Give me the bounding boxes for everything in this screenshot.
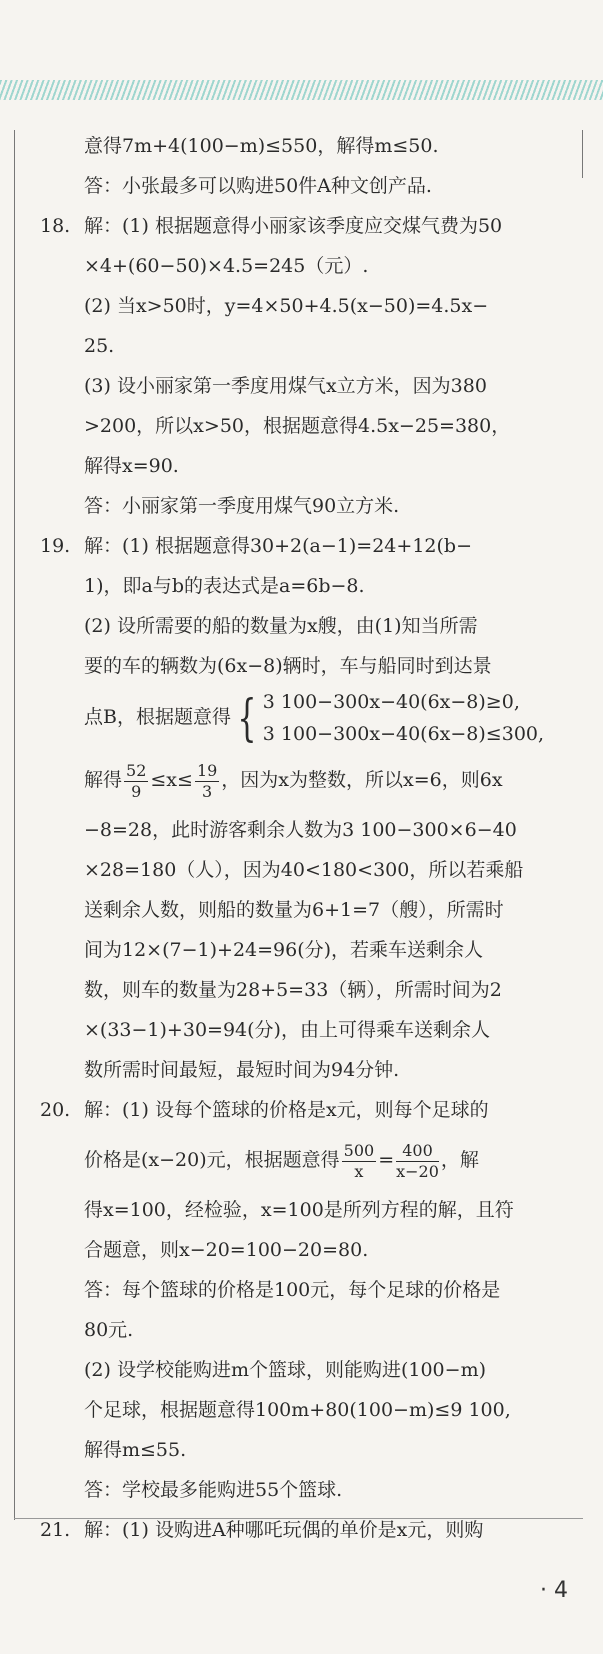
question-number: 19.	[40, 535, 71, 557]
text-line: ×(33−1)+30=94(分)，由上可得乘车送剩余人	[84, 1019, 490, 1041]
denominator: x	[354, 1161, 364, 1181]
text-line: 数所需时间最短，最短时间为94分钟.	[84, 1059, 400, 1081]
equation-system	[263, 686, 544, 750]
text-line: ×28=180（人），因为40<180<300，所以若乘船	[84, 859, 524, 881]
fraction-line	[40, 1130, 570, 1190]
text-line: 送剩余人数，则船的数量为6+1=7（艘），所需时	[84, 899, 504, 921]
text-line: 25.	[84, 335, 115, 357]
numerator: 52	[126, 760, 147, 780]
fraction-line	[40, 750, 570, 810]
brace-symbol: {	[237, 689, 257, 747]
question-19-line	[40, 526, 570, 566]
text-line: 解：(1) 根据题意得小丽家该季度应交煤气费为50	[84, 215, 503, 237]
text-line: 答：小丽家第一季度用煤气90立方米.	[84, 495, 400, 517]
text-line: 1)，即a与b的表达式是a=6b−8.	[84, 575, 365, 597]
header-stripe-band	[0, 80, 603, 100]
question-20-line	[40, 1090, 570, 1130]
text-line: (2) 设所需要的船的数量为x艘，由(1)知当所需	[84, 615, 478, 637]
answer-content	[40, 126, 570, 1550]
text-line: 解得m≤55.	[84, 1439, 187, 1461]
question-number: 21.	[40, 1519, 71, 1541]
equation-system-line	[40, 686, 570, 750]
text-line: 答：学校最多能购进55个篮球.	[84, 1479, 343, 1501]
fraction	[342, 1141, 377, 1182]
text-line: 80元.	[84, 1319, 134, 1341]
text-fragment: ，解	[440, 1149, 479, 1171]
inequality-row: 3 100−300x−40(6x−8)≥0,	[262, 691, 520, 713]
text-fragment: ，因为x为整数，所以x=6，则6x	[221, 769, 503, 791]
denominator: 3	[202, 781, 213, 801]
text-line: 解：(1) 根据题意得30+2(a−1)=24+12(b−	[84, 535, 472, 557]
fraction	[195, 761, 219, 802]
text-line: (2) 设学校能购进m个篮球，则能购进(100−m)	[84, 1359, 486, 1381]
numerator: 400	[396, 1141, 439, 1162]
text-line: 得x=100，经检验，x=100是所列方程的解，且符	[84, 1199, 514, 1221]
fraction	[124, 761, 148, 802]
question-number: 20.	[40, 1099, 71, 1121]
numerator: 19	[196, 760, 218, 780]
text-line: 解：(1) 设每个篮球的价格是x元，则每个足球的	[84, 1099, 489, 1121]
denominator: 9	[131, 781, 142, 801]
equals-sign: =	[378, 1149, 395, 1171]
text-line: −8=28，此时游客剩余人数为3 100−300×6−40	[84, 819, 517, 841]
text-line: 解：(1) 设购进A种哪吒玩偶的单价是x元，则购	[84, 1519, 484, 1541]
text-fragment: 价格是(x−20)元，根据题意得	[84, 1149, 340, 1171]
text-fragment: 点B，根据题意得	[84, 706, 231, 728]
inequality-row: 3 100−300x−40(6x−8)≤300,	[262, 723, 545, 745]
question-18-line	[40, 206, 570, 246]
text-line: 数，则车的数量为28+5=33（辆），所需时间为2	[84, 979, 502, 1001]
left-margin-rule	[14, 130, 15, 1520]
denominator: x−20	[396, 1161, 439, 1181]
right-margin-rule	[582, 130, 583, 178]
fraction	[396, 1141, 439, 1182]
question-number: 18.	[40, 215, 71, 237]
text-line: 解得x=90.	[84, 455, 179, 477]
text-line: ×4+(60−50)×4.5=245（元）.	[84, 255, 369, 277]
text-line: (2) 当x>50时，y=4×50+4.5(x−50)=4.5x−	[84, 295, 489, 317]
page-number: · 4	[540, 1578, 568, 1603]
text-line: 答：小张最多可以购进50件A种文创产品.	[84, 175, 432, 197]
text-line: 答：每个篮球的价格是100元，每个足球的价格是	[84, 1279, 501, 1301]
text-line: 间为12×(7−1)+24=96(分)，若乘车送剩余人	[84, 939, 484, 961]
text-line: 要的车的辆数为(6x−8)辆时，车与船同时到达景	[84, 655, 492, 677]
numerator: 500	[343, 1140, 375, 1160]
text-fragment: 解得	[84, 769, 123, 791]
question-21-line	[40, 1510, 570, 1550]
text-line: >200，所以x>50，根据题意得4.5x−25=380，	[84, 415, 511, 437]
text-fragment: ≤x≤	[150, 769, 193, 791]
text-line: 意得7m+4(100−m)≤550，解得m≤50.	[84, 135, 439, 157]
text-line: 合题意，则x−20=100−20=80.	[84, 1239, 369, 1261]
text-line: (3) 设小丽家第一季度用煤气x立方米，因为380	[84, 375, 487, 397]
text-line: 个足球，根据题意得100m+80(100−m)≤9 100,	[84, 1399, 511, 1421]
